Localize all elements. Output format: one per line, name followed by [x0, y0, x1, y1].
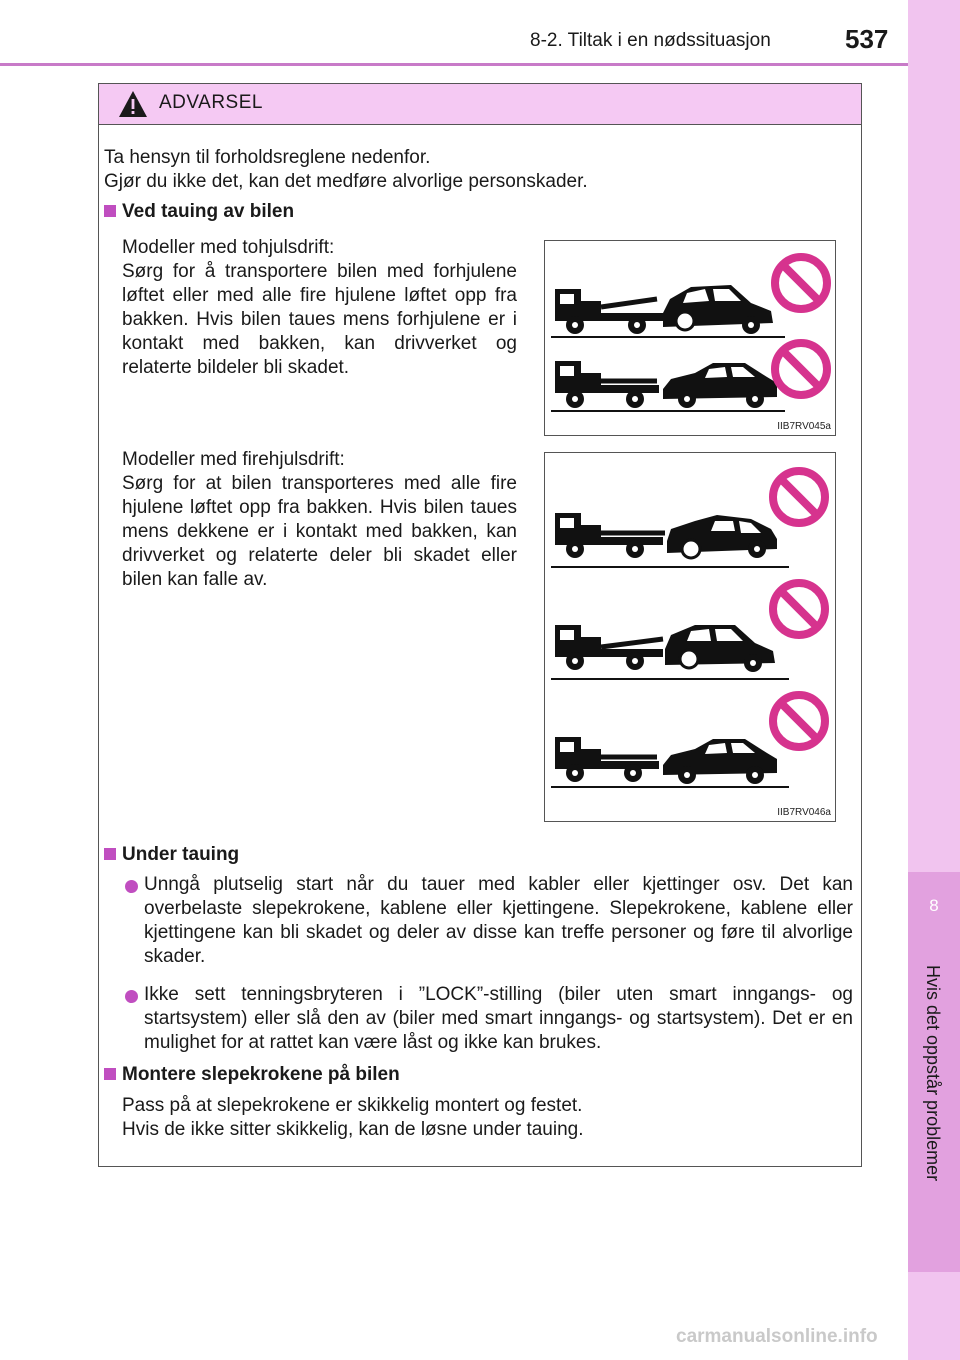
- two-wheel-title: Modeller med tohjulsdrift:: [122, 237, 335, 258]
- square-bullet-icon: [104, 1068, 116, 1080]
- tow-truck-icon: [555, 737, 659, 782]
- bullet-text: Unngå plutselig start når du tauer med kabler eller kjettinger osv. Det kan overbelaste slepekrokene, kablene eller kjettingene. Slepekrokene, kablene eller kjettingene kan bli skadet og deler av disse kan treffe personer og føre til alvorlige skader.: [144, 874, 853, 967]
- four-wheel-text: Sørg for at bilen transporteres med alle fire hjulene løftet opp fra bakken. Hvis bilen taues mens dekkene er i kontakt med bakken, kan drivverket og relaterte deler bli skadet eller bilen kan falle av.: [122, 473, 517, 590]
- prohibition-sign-icon: [773, 583, 825, 635]
- section-heading-label: Under tauing: [122, 844, 240, 865]
- mounting-line-2: Hvis de ikke sitter skikkelig, kan de løsne under tauing.: [122, 1119, 584, 1140]
- prohibition-sign-icon: [775, 343, 827, 395]
- figure-four-wheel-towing: [544, 452, 836, 822]
- intro-line-2: Gjør du ikke det, kan det medføre alvorlige personskader.: [104, 171, 588, 192]
- car-icon: [667, 515, 777, 558]
- warning-header: [99, 84, 861, 125]
- header-rule: [0, 63, 908, 66]
- prohibition-sign-icon: [773, 695, 825, 747]
- tow-truck-icon: [555, 361, 659, 408]
- four-wheel-block: [122, 448, 517, 592]
- tow-truck-icon: [555, 513, 665, 558]
- car-icon: [663, 363, 777, 408]
- section-heading-towing: [104, 201, 294, 223]
- prohibition-sign-icon: [773, 471, 825, 523]
- car-icon: [663, 739, 777, 784]
- car-icon: [665, 625, 775, 672]
- figure-code: IIB7RV046a: [777, 807, 831, 818]
- chapter-number: 8: [929, 896, 939, 915]
- mounting-line-1: Pass på at slepekrokene er skikkelig montert og festet.: [122, 1095, 583, 1116]
- section-title: 8-2. Tiltak i en nødssituasjon: [530, 30, 771, 51]
- watermark: carmanualsonline.info: [676, 1326, 878, 1347]
- two-wheel-block: [122, 236, 517, 380]
- prohibition-sign-icon: [775, 257, 827, 309]
- car-icon: [663, 285, 773, 334]
- figure-code: IIB7RV045a: [777, 421, 831, 432]
- intro-text: [104, 146, 588, 194]
- section-heading-label: Ved tauing av bilen: [122, 201, 295, 222]
- four-wheel-title: Modeller med firehjulsdrift:: [122, 449, 345, 470]
- warning-label: ADVARSEL: [159, 92, 263, 113]
- section-heading-mounting-hooks: [104, 1064, 400, 1086]
- page-number: 537: [845, 24, 889, 54]
- square-bullet-icon: [104, 205, 116, 217]
- mounting-text: [122, 1094, 584, 1142]
- square-bullet-icon: [104, 848, 116, 860]
- warning-triangle-icon: [117, 89, 149, 119]
- bullet-text: Ikke sett tenningsbryteren i ”LOCK”-stilling (biler uten smart inngangs- og startsystem) eller slå den av (biler med smart inngangs- og startsystem). Det er en mulighet for at rattet kan være låst og ikke kan brukes.: [144, 984, 853, 1053]
- round-bullet-icon: [125, 990, 138, 1003]
- two-wheel-text: Sørg for å transportere bilen med forhjulene løftet eller med alle fire hjulene løftet opp fra bakken. Hvis bilen taues mens forhjulene er i kontakt med bakken, kan drivverket og relaterte bildeler bli skadet.: [122, 261, 517, 378]
- intro-line-1: Ta hensyn til forholdsreglene nedenfor.: [104, 147, 431, 168]
- section-heading-label: Montere slepekrokene på bilen: [122, 1064, 400, 1085]
- chapter-title: Hvis det oppstår problemer: [923, 965, 943, 1182]
- tow-truck-icon: [555, 289, 665, 334]
- tow-truck-icon: [555, 625, 663, 670]
- figure-two-wheel-towing: [544, 240, 836, 436]
- section-heading-during-towing: [104, 844, 239, 866]
- round-bullet-icon: [125, 880, 138, 893]
